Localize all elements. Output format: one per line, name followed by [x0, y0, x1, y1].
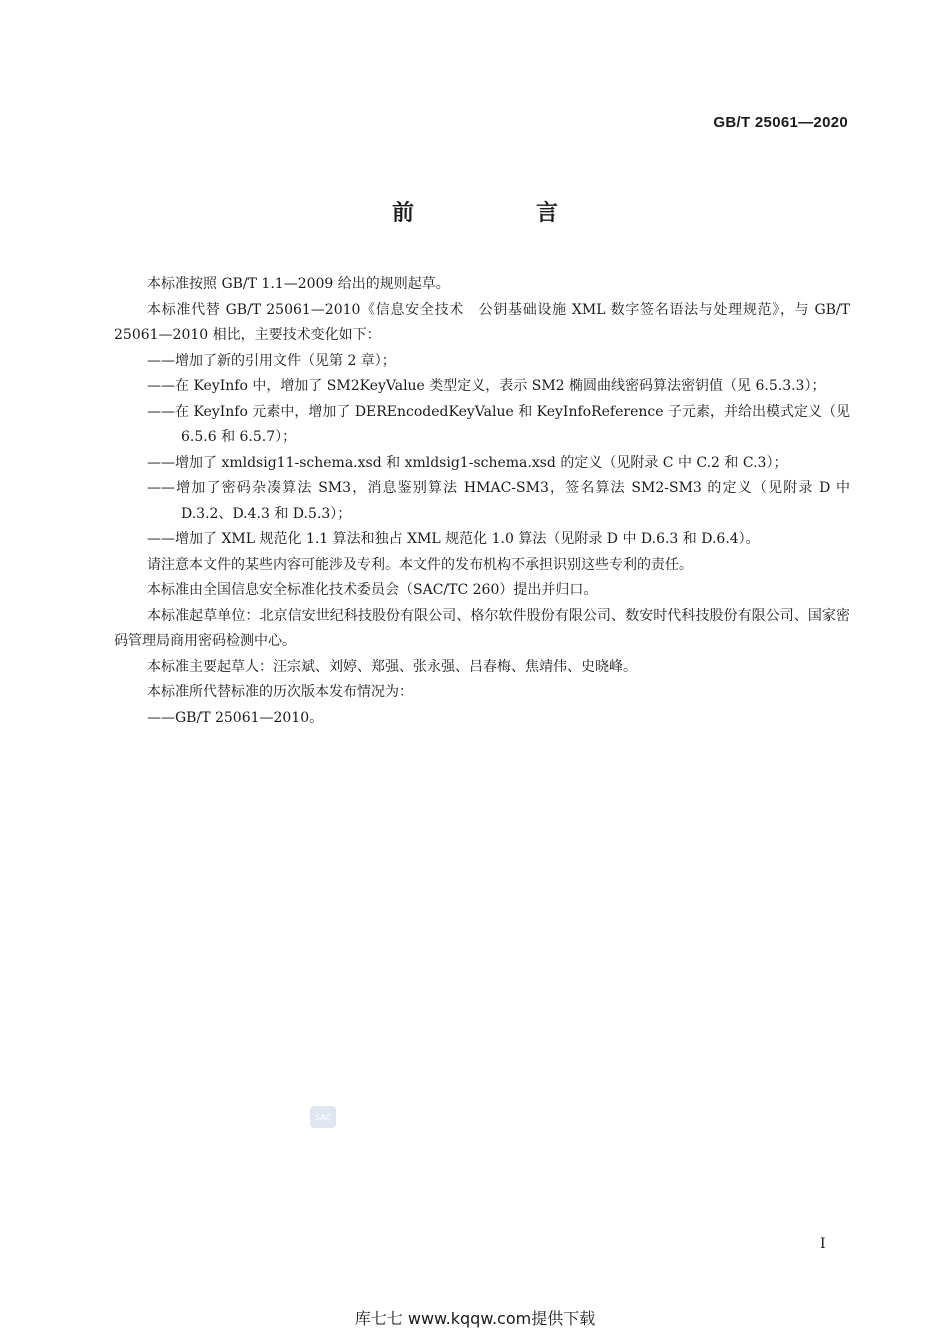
foreword-body	[114, 272, 850, 731]
paragraph: ——GB/T 25061—2010。	[147, 709, 324, 726]
paragraph: 本标准主要起草人：汪宗斌、刘婷、郑强、张永强、吕春梅、焦靖伟、史晓峰。	[147, 658, 637, 675]
page-number: I	[820, 1236, 826, 1252]
sac-watermark-logo: SAC	[310, 1106, 336, 1128]
paragraph: 本标准由全国信息安全标准化技术委员会（SAC/TC 260）提出并归口。	[147, 582, 598, 598]
paragraph: 本标准按照 GB/T 1.1—2009 给出的规则起草。	[147, 276, 450, 292]
change-item: ——在 KeyInfo 中，增加了 SM2KeyValue 类型定义，表示 SM2 椭圆曲线密码算法密钥值（见 6.5.3.3）；	[147, 378, 826, 394]
standard-number: GB/T 25061—2020	[713, 114, 848, 131]
change-item: ——增加了 xmldsig11-schema.xsd 和 xmldsig1-schema.xsd 的定义（见附录 C 中 C.2 和 C.3）；	[147, 454, 788, 471]
page-title: 前 言	[391, 201, 608, 226]
paragraph: 本标准起草单位：北京信安世纪科技股份有限公司、格尔软件股份有限公司、数安时代科技股份有限公司、国家密码管理局商用密码检测中心。	[114, 607, 850, 649]
change-item: ——在 KeyInfo 元素中，增加了 DEREncodedKeyValue 和 KeyInfoReference 子元素，并给出模式定义（见 6.5.6 和 6.5.7）；	[147, 403, 850, 445]
paragraph: 本标准代替 GB/T 25061—2010《信息安全技术 公钥基础设施 XML 数字签名语法与处理规范》，与 GB/T 25061—2010 相比，主要技术变化如下：	[114, 301, 850, 343]
change-item: ——增加了密码杂凑算法 SM3，消息鉴别算法 HMAC-SM3，签名算法 SM2-SM3 的定义（见附录 D 中 D.3.2、D.4.3 和 D.5.3）；	[147, 480, 850, 522]
change-item: ——增加了 XML 规范化 1.1 算法和独占 XML 规范化 1.0 算法（见附录 D 中 D.6.3 和 D.6.4）。	[147, 531, 760, 547]
paragraph: 本标准所代替标准的历次版本发布情况为：	[147, 684, 413, 700]
paragraph: 请注意本文件的某些内容可能涉及专利。本文件的发布机构不承担识别这些专利的责任。	[147, 556, 693, 573]
download-footer: 库七七 www.kqqw.com提供下载	[354, 1309, 596, 1328]
change-item: ——增加了新的引用文件（见第 2 章）；	[147, 352, 396, 369]
